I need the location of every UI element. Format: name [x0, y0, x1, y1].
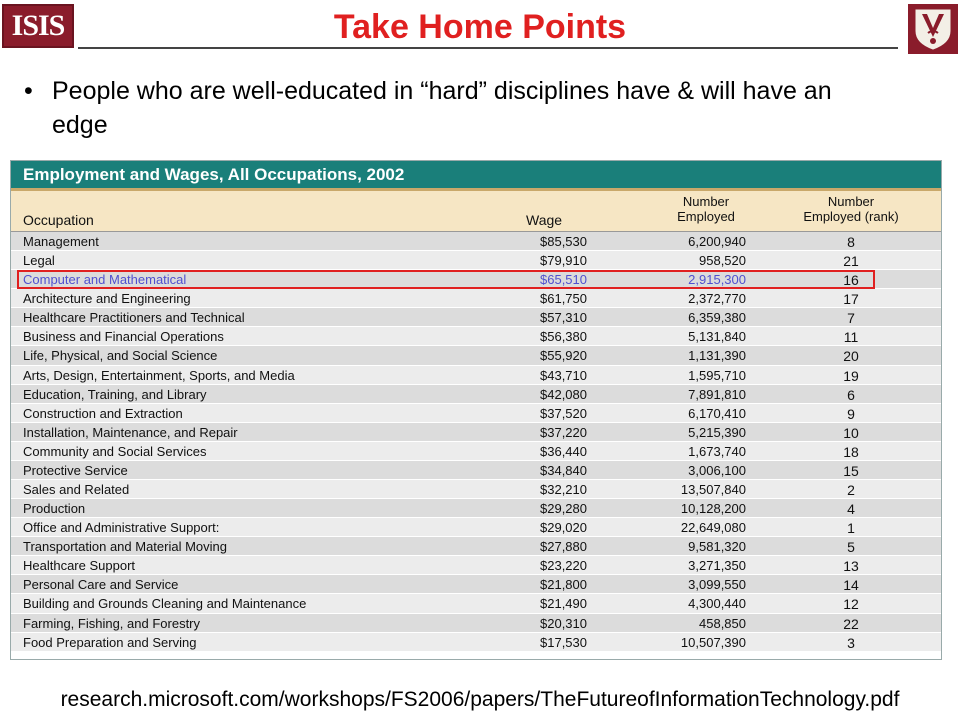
cell-number-employed: 1,673,740 [688, 443, 746, 459]
cell-occupation: Community and Social Services [23, 443, 207, 459]
cell-occupation: Arts, Design, Entertainment, Sports, and Media [23, 367, 295, 383]
cell-wage: $57,310 [540, 310, 587, 326]
bullet-point [24, 74, 894, 142]
cell-number-employed: 958,520 [699, 253, 746, 269]
header-rank-line1: Number [827, 194, 875, 209]
table-row [11, 442, 941, 461]
table-row [11, 518, 941, 537]
cell-rank: 3 [847, 634, 855, 651]
table-row [11, 614, 941, 633]
cell-number-employed: 6,359,380 [688, 310, 746, 326]
bullet-text: People who are well-educated in “hard” disciplines have & will have an edge [52, 77, 832, 139]
cell-wage: $42,080 [540, 386, 587, 402]
header-rank-line2: Employed (rank) [803, 209, 899, 224]
header-number-employed-line2: Employed [677, 209, 735, 224]
cell-number-employed: 6,170,410 [688, 405, 746, 421]
cell-number-employed: 5,215,390 [688, 424, 746, 440]
table-row [11, 633, 941, 652]
cell-number-employed: 10,507,390 [680, 634, 746, 650]
cell-wage: $29,020 [540, 520, 587, 536]
cell-wage: $36,440 [540, 443, 587, 459]
cell-rank: 11 [843, 329, 859, 346]
cell-rank: 16 [843, 272, 859, 289]
cell-number-employed: 3,099,550 [688, 577, 746, 593]
cell-occupation: Food Preparation and Serving [23, 634, 197, 650]
cell-rank: 8 [847, 234, 855, 250]
cell-wage: $61,750 [540, 291, 587, 307]
cell-wage: $27,880 [540, 539, 587, 555]
table-row [11, 308, 941, 327]
cell-number-employed: 9,581,320 [688, 539, 746, 555]
cell-number-employed: 3,006,100 [688, 462, 746, 478]
cell-wage: $32,210 [540, 482, 587, 498]
cell-occupation: Business and Financial Operations [23, 329, 224, 345]
cell-wage: $34,840 [540, 462, 587, 478]
table-row [11, 327, 941, 346]
cell-wage: $20,310 [540, 615, 587, 631]
table-row [11, 461, 941, 480]
cell-occupation: Office and Administrative Support: [23, 520, 220, 536]
cell-rank: 22 [843, 615, 859, 632]
table-body [11, 232, 941, 652]
table-row [11, 289, 941, 308]
cell-wage: $17,530 [540, 634, 587, 650]
cell-occupation: Management [23, 234, 99, 249]
table-row [11, 537, 941, 556]
cell-rank: 17 [843, 291, 859, 308]
cell-occupation: Architecture and Engineering [23, 291, 191, 307]
header-wage: Wage [526, 212, 563, 228]
table-row [11, 556, 941, 575]
cell-occupation: Healthcare Practitioners and Technical [23, 310, 245, 326]
cell-occupation: Construction and Extraction [23, 405, 183, 421]
cell-rank: 14 [843, 577, 859, 594]
table-title: Employment and Wages, All Occupations, 2002 [11, 161, 941, 191]
table-row [11, 366, 941, 385]
header-number-employed [656, 194, 756, 224]
cell-occupation: Protective Service [23, 462, 128, 478]
cell-rank: 6 [847, 386, 855, 403]
table-row [11, 270, 941, 289]
cell-number-employed: 2,915,300 [688, 272, 746, 288]
source-citation: research.microsoft.com/workshops/FS2006/papers/TheFutureofInformationTechnology.pdf [60, 688, 900, 711]
header-number-employed-line1: Number [682, 194, 730, 209]
cell-occupation: Personal Care and Service [23, 577, 179, 593]
cell-rank: 9 [847, 405, 855, 422]
cell-rank: 21 [843, 253, 859, 270]
table-row [11, 232, 941, 251]
table-row [11, 346, 941, 365]
cell-rank: 2 [847, 482, 855, 499]
cell-number-employed: 6,200,940 [688, 234, 746, 249]
cell-number-employed: 2,372,770 [688, 291, 746, 307]
table-row [11, 423, 941, 442]
cell-wage: $65,510 [540, 272, 587, 288]
cell-wage: $37,220 [540, 424, 587, 440]
cell-number-employed: 1,131,390 [688, 348, 746, 364]
cell-number-employed: 1,595,710 [688, 367, 746, 383]
cell-number-employed: 13,507,840 [680, 482, 746, 498]
cell-number-employed: 3,271,350 [688, 558, 746, 574]
table-row [11, 480, 941, 499]
cell-rank: 15 [843, 462, 859, 479]
cell-occupation: Computer and Mathematical [23, 272, 187, 288]
table-row [11, 404, 941, 423]
cell-occupation: Farming, Fishing, and Forestry [23, 615, 201, 631]
cell-wage: $23,220 [540, 558, 587, 574]
cell-rank: 20 [843, 348, 859, 365]
table-row [11, 594, 941, 613]
cell-rank: 12 [843, 596, 859, 613]
cell-wage: $37,520 [540, 405, 587, 421]
cell-occupation: Installation, Maintenance, and Repair [23, 424, 238, 440]
header-occupation: Occupation [23, 212, 94, 228]
slide-title: Take Home Points [333, 8, 627, 46]
cell-number-employed: 458,850 [699, 615, 746, 631]
cell-number-employed: 22,649,080 [680, 520, 746, 536]
cell-wage: $85,530 [540, 234, 587, 249]
header-rank [786, 194, 916, 224]
cell-occupation: Transportation and Material Moving [23, 539, 228, 555]
cell-rank: 4 [847, 501, 855, 518]
cell-occupation: Legal [23, 253, 55, 269]
cell-wage: $79,910 [540, 253, 587, 269]
cell-wage: $43,710 [540, 367, 587, 383]
cell-occupation: Education, Training, and Library [23, 386, 207, 402]
cell-number-employed: 5,131,840 [688, 329, 746, 345]
table-row [11, 575, 941, 594]
table-row [11, 251, 941, 270]
cell-number-employed: 4,300,440 [688, 596, 746, 612]
employment-wages-table [10, 160, 942, 660]
cell-wage: $29,280 [540, 501, 587, 517]
cell-number-employed: 7,891,810 [688, 386, 746, 402]
cell-rank: 7 [847, 310, 855, 327]
table-row [11, 499, 941, 518]
cell-rank: 13 [843, 558, 859, 575]
cell-rank: 10 [843, 424, 859, 441]
shield-icon [913, 7, 953, 51]
cell-occupation: Building and Grounds Cleaning and Maintenance [23, 596, 307, 612]
cell-rank: 5 [847, 539, 855, 556]
cell-rank: 19 [843, 367, 859, 384]
cell-wage: $55,920 [540, 348, 587, 364]
cell-wage: $21,800 [540, 577, 587, 593]
cell-wage: $21,490 [540, 596, 587, 612]
cell-rank: 18 [843, 443, 859, 460]
table-row [11, 385, 941, 404]
bullet-marker: • [24, 77, 33, 105]
cell-occupation: Life, Physical, and Social Science [23, 348, 218, 364]
cell-number-employed: 10,128,200 [680, 501, 746, 517]
table-header [11, 191, 941, 232]
title-divider [78, 47, 898, 49]
cell-occupation: Healthcare Support [23, 558, 136, 574]
cell-rank: 1 [847, 520, 855, 537]
cell-wage: $56,380 [540, 329, 587, 345]
shield-logo [908, 4, 958, 54]
isis-logo-text: ISIS [11, 9, 65, 42]
cell-occupation: Production [23, 501, 86, 517]
cell-occupation: Sales and Related [23, 482, 130, 498]
